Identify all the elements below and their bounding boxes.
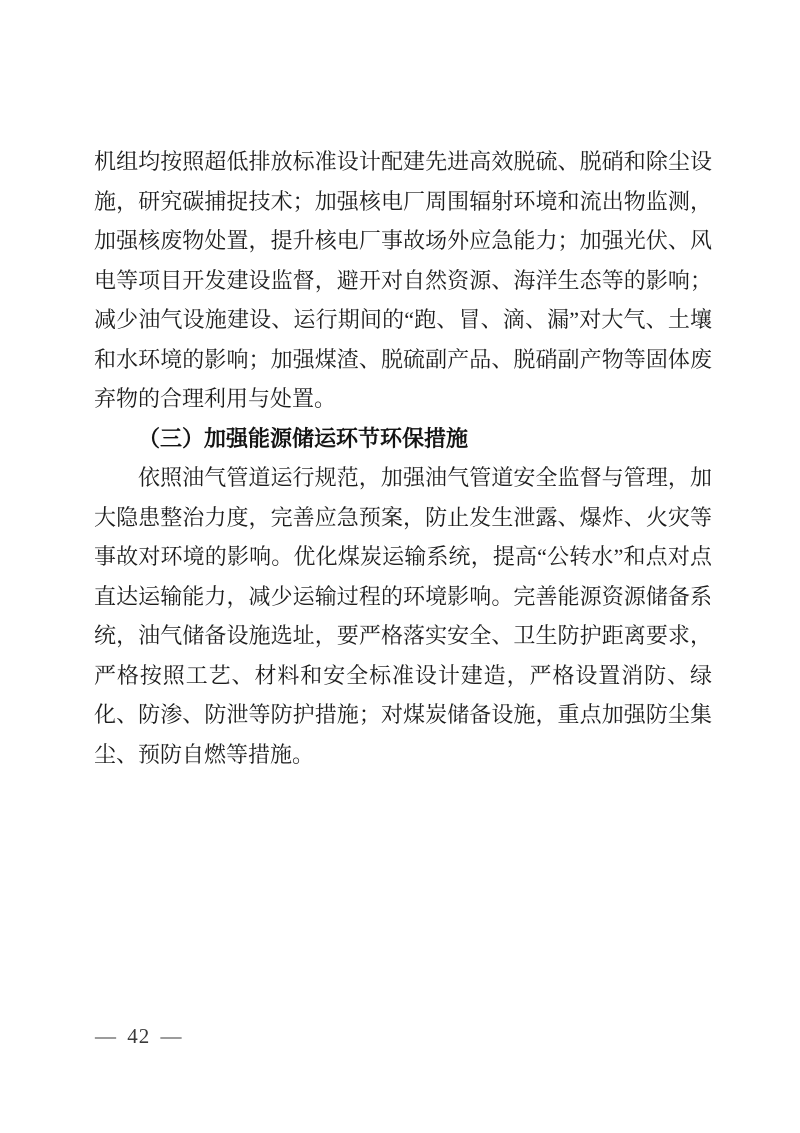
page-number: — 42 — <box>95 1024 183 1048</box>
page-body <box>94 142 712 774</box>
paragraph: 依照油气管道运行规范，加强油气管道安全监督与管理，加大隐患整治力度，完善应急预案，防止发生泄露、爆炸、火灾等事故对环境的影响。优化煤炭运输系统，提高“公转水”和点对点直达运输能力，减少运输过程的环境影响。完善能源资源储备系统，油气储备设施选址，要严格落实安全、卫生防护距离要求，严格按照工艺、材料和安全标准设计建造，严格设置消防、绿化、防渗、防泄等防护措施；对煤炭储备设施，重点加强防尘集尘、预防自燃等措施。 <box>94 465 712 767</box>
section-heading: （三）加强能源储运环节环保措施 <box>138 425 469 451</box>
page-footer <box>95 1023 183 1049</box>
paragraph-continuation: 机组均按照超低排放标准设计配建先进高效脱硫、脱硝和除尘设施，研究碳捕捉技术；加强核电厂周围辐射环境和流出物监测，加强核废物处置，提升核电厂事故场外应急能力；加强光伏、风电等项目开发建设监督，避开对自然资源、海洋生态等的影响；减少油气设施建设、运行期间的“跑、冒、滴、漏”对大气、土壤和水环境的影响；加强煤渣、脱硫副产品、脱硝副产物等固体废弃物的合理利用与处置。 <box>94 149 712 411</box>
